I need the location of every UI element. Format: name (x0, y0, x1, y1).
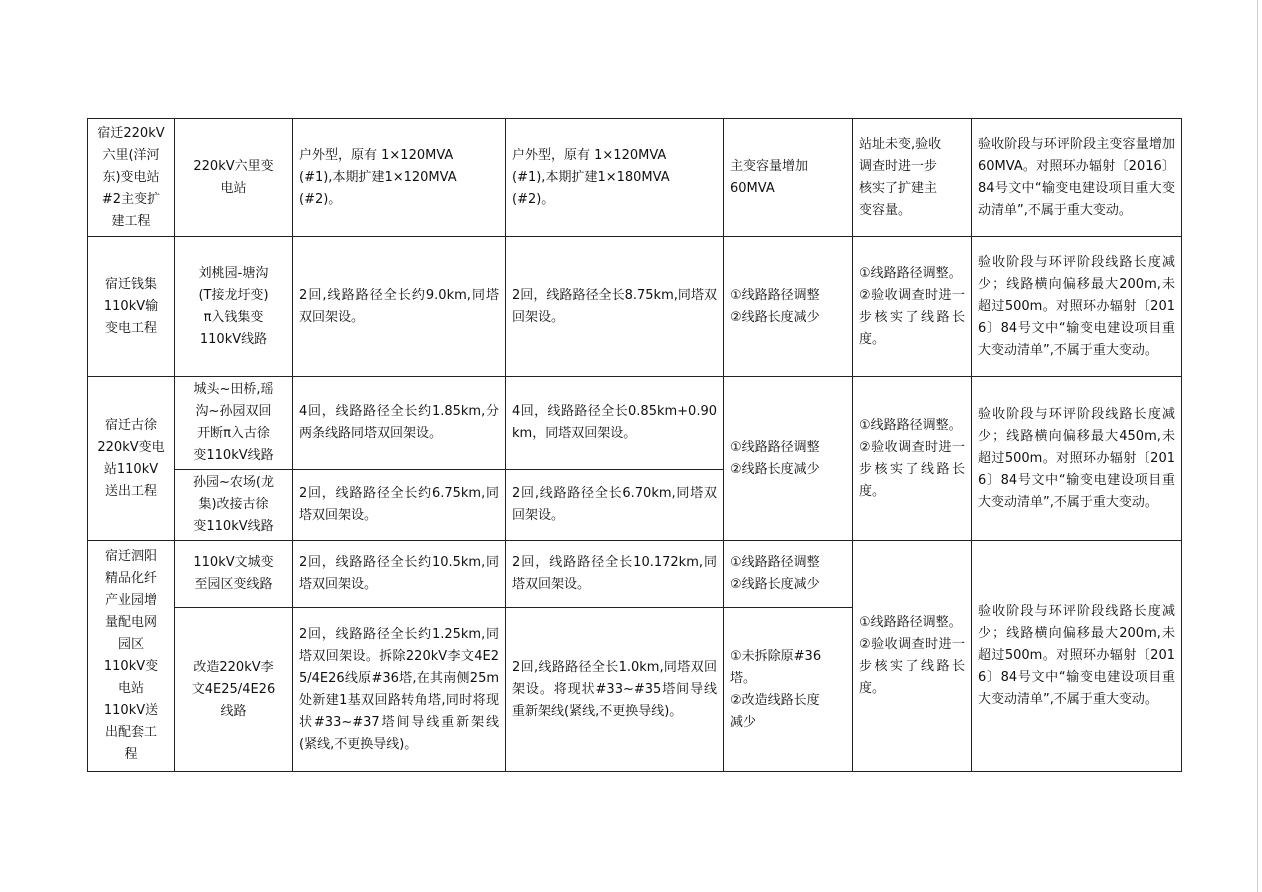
actual-content-cell: 2回，线路路径全长8.75km,同塔双回架设。 (506, 237, 724, 377)
change-cell: ①线路路径调整 ②线路长度减少 (724, 541, 853, 608)
survey-cell: 站址未变,验收 调查时进一步 核实了扩建主 变容量。 (853, 119, 972, 237)
project-cell: 宿迁古徐 220kV变电 站110kV 送出工程 (88, 377, 175, 541)
subproject-cell: 刘桃园-塘沟 (T接龙圩变) π入钱集变 110kV线路 (175, 237, 293, 377)
change-cell: ①线路路径调整 ②线路长度减少 (724, 377, 853, 541)
eia-content-cell: 2回，线路路径全长约10.5km,同塔双回架设。 (293, 541, 506, 608)
subproject-cell: 改造220kV李 文4E25/4E26 线路 (175, 608, 293, 772)
actual-content-cell: 2回,线路路径全长1.0km,同塔双回架设。将现状#33~#35塔间导线重新架线(紧线,不更换导线)。 (506, 608, 724, 772)
subproject-cell: 孙园~农场(龙 集)改接古徐 变110kV线路 (175, 470, 293, 541)
survey-cell: ①线路路径调整。 ②验收调查时进一步核实了线路长度。 (853, 377, 972, 541)
actual-content-cell: 2回，线路路径全长10.172km,同塔双回架设。 (506, 541, 724, 608)
subproject-cell: 220kV六里变 电站 (175, 119, 293, 237)
actual-content-cell: 户外型，原有 1×120MVA (#1),本期扩建1×180MVA (#2)。 (506, 119, 724, 237)
actual-content-cell: 4回，线路路径全长0.85km+0.90km，同塔双回架设。 (506, 377, 724, 470)
actual-content-cell: 2回,线路路径全长6.70km,同塔双回架设。 (506, 470, 724, 541)
eia-content-cell: 户外型，原有 1×120MVA (#1),本期扩建1×120MVA (#2)。 (293, 119, 506, 237)
conclusion-cell: 验收阶段与环评阶段线路长度减少；线路横向偏移最大450m,未超过500m。对照环办辐射〔2016〕84号文中“输变电建设项目重大变动清单”,不属于重大变动。 (972, 377, 1182, 541)
change-cell: ①未拆除原#36 塔。 ②改造线路长度 减少 (724, 608, 853, 772)
project-cell: 宿迁泗阳 精品化纤 产业园增 量配电网 园区 110kV变 电站 110kV送 出配套工 程 (88, 541, 175, 772)
survey-cell: ①线路路径调整。 ②验收调查时进一步核实了线路长度。 (853, 541, 972, 772)
eia-content-cell: 2回，线路路径全长约1.25km,同塔双回架设。拆除220kV李文4E25/4E26线原#36塔,在其南侧25m处新建1基双回路转角塔,同时将现状#33~#37塔间导线重新架线(紧线,不更换导线)。 (293, 608, 506, 772)
conclusion-cell: 验收阶段与环评阶段主变容量增加 60MVA。对照环办辐射〔2016〕84号文中“输变电建设项目重大变动清单”,不属于重大变动。 (972, 119, 1182, 237)
project-cell: 宿迁220kV 六里(洋河 东)变电站 #2主变扩 建工程 (88, 119, 175, 237)
table-row (88, 377, 1182, 470)
change-cell: ①线路路径调整 ②线路长度减少 (724, 237, 853, 377)
subproject-cell: 城头~田桥,瑶 沟~孙园双回 开断π入古徐 变110kV线路 (175, 377, 293, 470)
eia-content-cell: 2回，线路路径全长约6.75km,同塔双回架设。 (293, 470, 506, 541)
change-cell: 主变容量增加 60MVA (724, 119, 853, 237)
conclusion-cell: 验收阶段与环评阶段线路长度减少；线路横向偏移最大200m,未超过500m。对照环办辐射〔2016〕84号文中“输变电建设项目重大变动清单”,不属于重大变动。 (972, 541, 1182, 772)
page-edge (1257, 0, 1258, 892)
conclusion-cell: 验收阶段与环评阶段线路长度减少；线路横向偏移最大200m,未超过500m。对照环办辐射〔2016〕84号文中“输变电建设项目重大变动清单”,不属于重大变动。 (972, 237, 1182, 377)
table-row (88, 541, 1182, 608)
subproject-cell: 110kV文城变 至园区变线路 (175, 541, 293, 608)
change-comparison-table (87, 118, 1182, 772)
eia-content-cell: 2回,线路路径全长约9.0km,同塔双回架设。 (293, 237, 506, 377)
table-row (88, 119, 1182, 237)
eia-content-cell: 4回，线路路径全长约1.85km,分两条线路同塔双回架设。 (293, 377, 506, 470)
table-row (88, 237, 1182, 377)
survey-cell: ①线路路径调整。 ②验收调查时进一步核实了线路长度。 (853, 237, 972, 377)
project-cell: 宿迁钱集 110kV输 变电工程 (88, 237, 175, 377)
